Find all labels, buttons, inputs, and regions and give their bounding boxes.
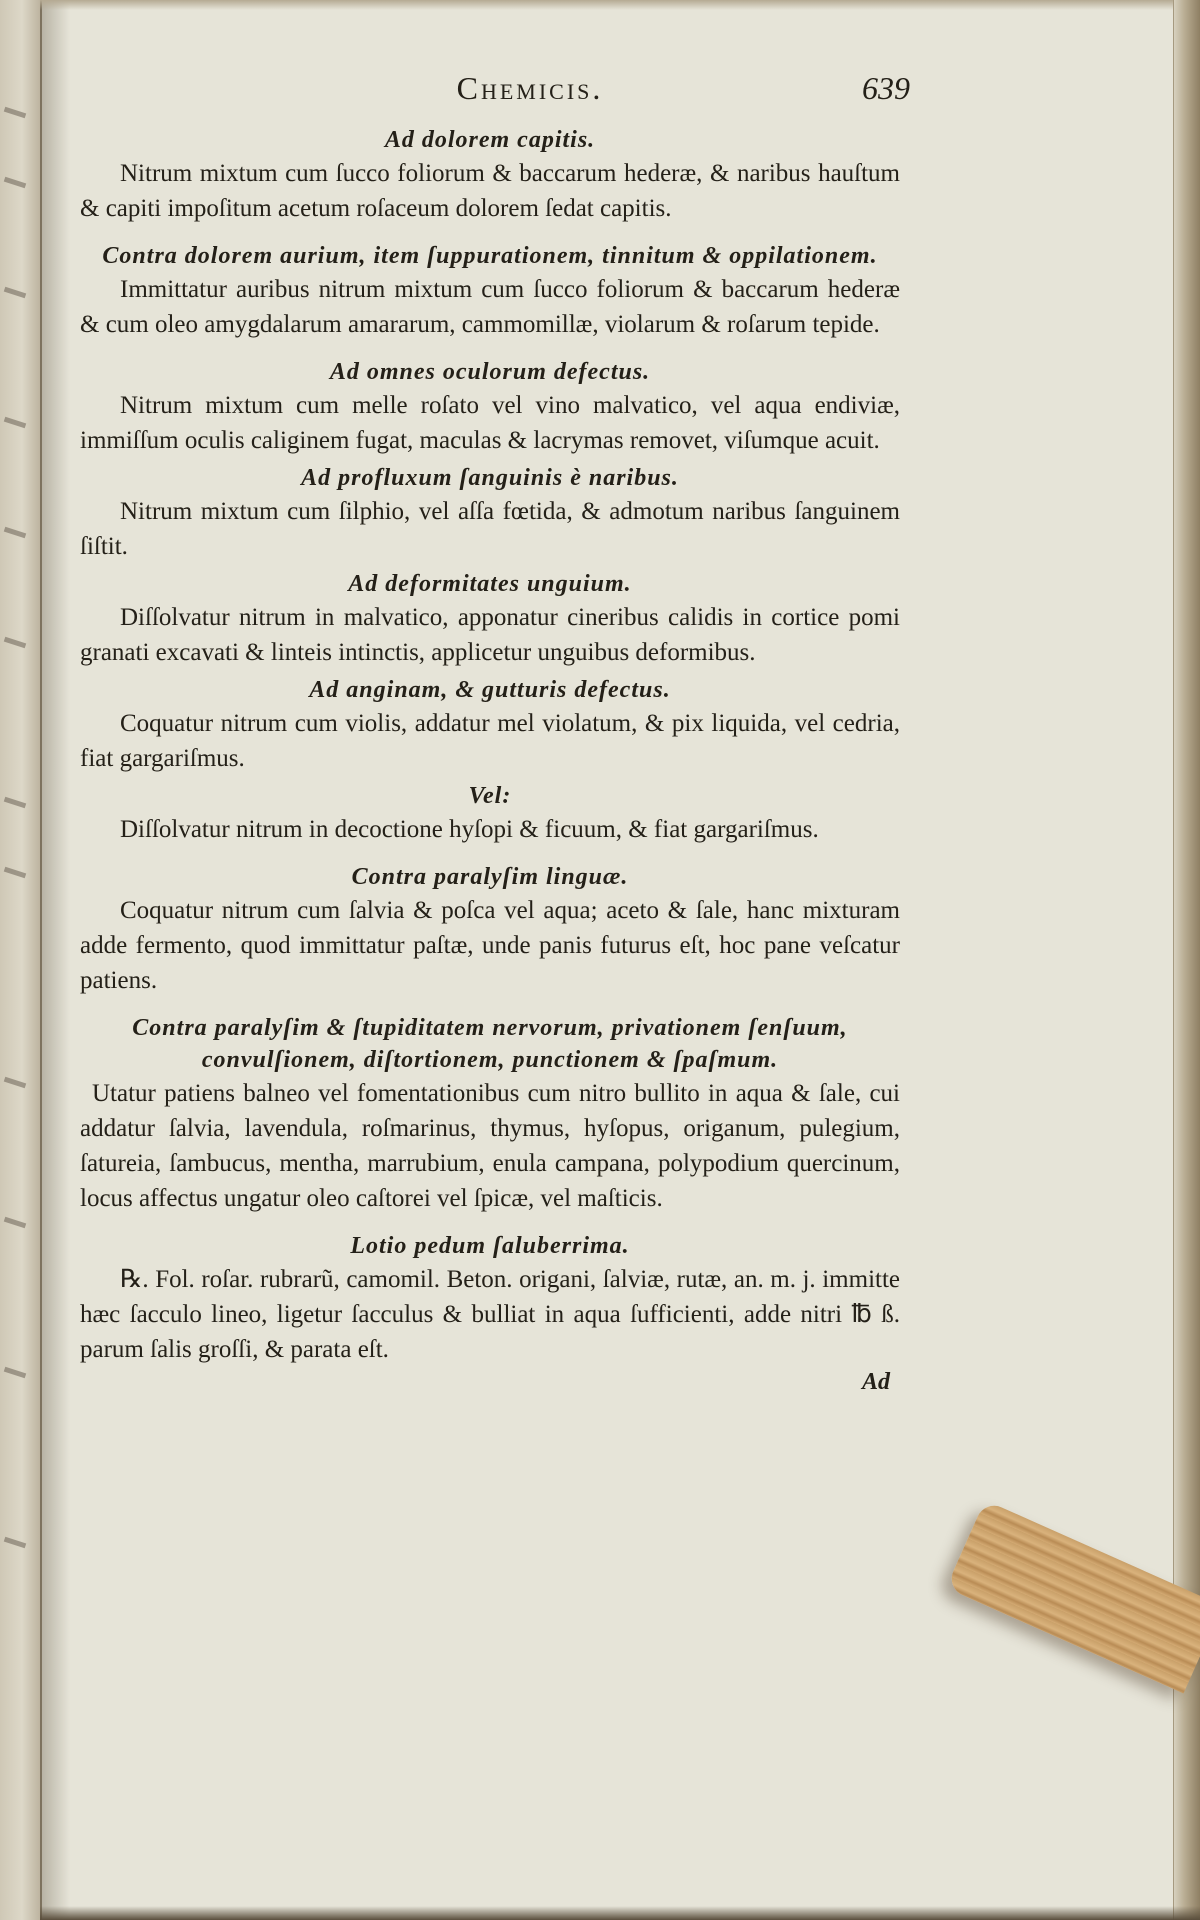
ink-bleed-mark [4, 867, 26, 879]
ink-bleed-mark [4, 797, 26, 809]
page-top-edge [40, 0, 1174, 10]
section-text: Diſſolvatur nitrum in decoctione hyſopi & ficuum, & fiat gargariſmus. [120, 816, 819, 843]
section-text: Diſſolvatur nitrum in malvatico, apponatur cineribus calidis in cortice pomi granati excavati & linteis intinctis, applicetur unguibus deformibus. [80, 604, 900, 666]
section-text: Coquatur nitrum cum ſalvia & poſca vel aqua; aceto & ſale, hanc mixturam adde fermento, quod immittatur paſtæ, unde panis futurus eſt, hoc pane veſcatur patiens. [80, 897, 900, 994]
ink-bleed-mark [4, 1537, 26, 1549]
section-heading: Ad profluxum ſanguinis è naribus. [301, 465, 679, 491]
section-heading: Ad dolorem capitis. [384, 127, 596, 153]
section-heading: Ad omnes oculorum defectus. [329, 359, 651, 385]
section-heading: Vel: [468, 783, 512, 809]
section-text: Nitrum mixtum cum ſucco foliorum & baccarum hederæ, & naribus hauſtum & capiti impoſitum acetum roſaceum dolorem ſedat capitis. [80, 160, 900, 222]
section-heading: Lotio pedum ſaluberrima. [350, 1233, 630, 1259]
ink-bleed-mark [4, 1367, 26, 1379]
ink-bleed-mark [4, 417, 26, 429]
section-heading: Ad deformitates unguium. [348, 571, 632, 597]
wooden-stick [946, 1500, 1200, 1693]
section-text: Nitrum mixtum cum melle roſato vel vino malvatico, vel aqua endiviæ, immiſſum oculis caliginem fugat, maculas & lacrymas removet, viſumque acuit. [80, 392, 900, 454]
catchword: Ad [861, 1369, 890, 1395]
running-head [80, 70, 910, 120]
ink-bleed-mark [4, 527, 26, 539]
section-heading: Contra paralyſim linguæ. [351, 864, 629, 890]
ink-bleed-mark [4, 1217, 26, 1229]
section-text: Immittatur auribus nitrum mixtum cum ſucco foliorum & baccarum hederæ & cum oleo amygdalarum amararum, cammomillæ, violarum & roſarum tepide. [80, 276, 900, 338]
section-heading: Contra dolorem aurium, item ſuppurationem, tinnitum & oppilationem. [102, 243, 878, 269]
ink-bleed-mark [4, 287, 26, 299]
page-content [80, 70, 910, 1396]
gutter-shadow [40, 0, 70, 1920]
section-text: ℞. Fol. roſar. rubrarũ, camomil. Beton. origani, ſalviæ, rutæ, an. m. j. immitte hæc ſacculo lineo, ligetur ſacculus & bulliat in aqua ſufficienti, adde nitri ℔ ß. parum ſalis groſſi, & parata eſt. [80, 1266, 900, 1363]
facing-page-edge [0, 0, 42, 1920]
running-title: Chemicis. [456, 70, 604, 106]
section-text: Nitrum mixtum cum ſilphio, vel aſſa fœtida, & admotum naribus ſanguinem ſiſtit. [80, 498, 900, 560]
ink-bleed-mark [4, 177, 26, 189]
page-number: 639 [862, 70, 910, 106]
section-text: Utatur patiens balneo vel fomentationibus cum nitro bullito in aqua & ſale, cui addatur ſalvia, lavendula, roſmarinus, thymus, hyſopus, origanum, pulegium, ſatureia, ſambucus, mentha, marrubium, enula campana, polypodium quercinum, locus affectus ungatur oleo caſtorei vel ſpicæ, vel maſticis. [80, 1080, 900, 1212]
ink-bleed-mark [4, 107, 26, 119]
section-heading: Ad anginam, & gutturis defectus. [309, 677, 671, 703]
section-heading: Contra paralyſim & ſtupiditatem nervorum, privationem ſenſuum, convulſionem, diſtortionem, punctionem & ſpaſmum. [132, 1015, 848, 1073]
ink-bleed-mark [4, 1077, 26, 1089]
page-bottom-edge [40, 1906, 1200, 1920]
section-text: Coquatur nitrum cum violis, addatur mel violatum, & pix liquida, vel cedria, fiat gargariſmus. [80, 710, 900, 772]
ink-bleed-mark [4, 637, 26, 649]
